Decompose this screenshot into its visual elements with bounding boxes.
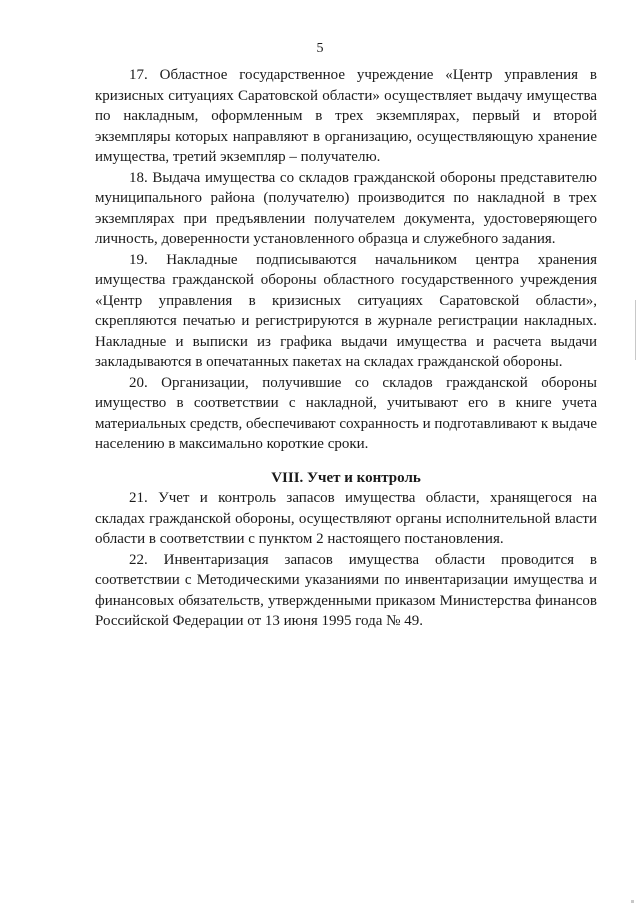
paragraph-19: 19. Накладные подписываются начальником центра хранения имущества гражданской обороны областного государственного учреждения «Центр управления в кризисных ситуациях Саратовской области», скрепляются печатью и регистрируются в журнале регистрации накладных. Накладные и выписки из графика выдачи имущества и расчета выдачи закладываются в опечатанных пакетах на складах гражданской обороны. bbox=[95, 251, 597, 370]
page-number: 5 bbox=[316, 41, 324, 56]
paragraph-21: 21. Учет и контроль запасов имущества области, хранящегося на складах гражданской обороны, осуществляют органы исполнительной власти области в соответствии с пунктом 2 настоящего постановления. bbox=[95, 490, 597, 547]
document-body bbox=[95, 65, 597, 632]
paragraph-20: 20. Организации, получившие со складов гражданской обороны имущество в соответствии с накладной, учитывают его в книге учета материальных средств, обеспечивают сохранность и подготавливают к выдаче населению в максимально короткие сроки. bbox=[95, 374, 597, 452]
scan-edge-mark-right bbox=[635, 300, 636, 360]
scan-edge-mark-bottom bbox=[631, 900, 634, 903]
paragraph-17: 17. Областное государственное учреждение «Центр управления в кризисных ситуациях Саратовской области» осуществляет выдачу имущества по накладным, оформленным в трех экземплярах, первый и второй экземпляры которых направляют в организацию, осуществляющую хранение имущества, третий экземпляр – получателю. bbox=[95, 67, 597, 165]
paragraph-22: 22. Инвентаризация запасов имущества области проводится в соответствии с Методическими указаниями по инвентаризации имущества и финансовых обязательств, утвержденными приказом Министерства финансов Российской Федерации от 13 июня 1995 года № 49. bbox=[95, 551, 597, 629]
paragraph-18: 18. Выдача имущества со складов гражданской обороны представителю муниципального района (получателю) производится по накладной в трех экземплярах при предъявлении получателем документа, удостоверяющего личность, доверенности установленного образца и служебного задания. bbox=[95, 169, 597, 247]
section-heading-viii: VIII. Учет и контроль bbox=[271, 469, 421, 486]
